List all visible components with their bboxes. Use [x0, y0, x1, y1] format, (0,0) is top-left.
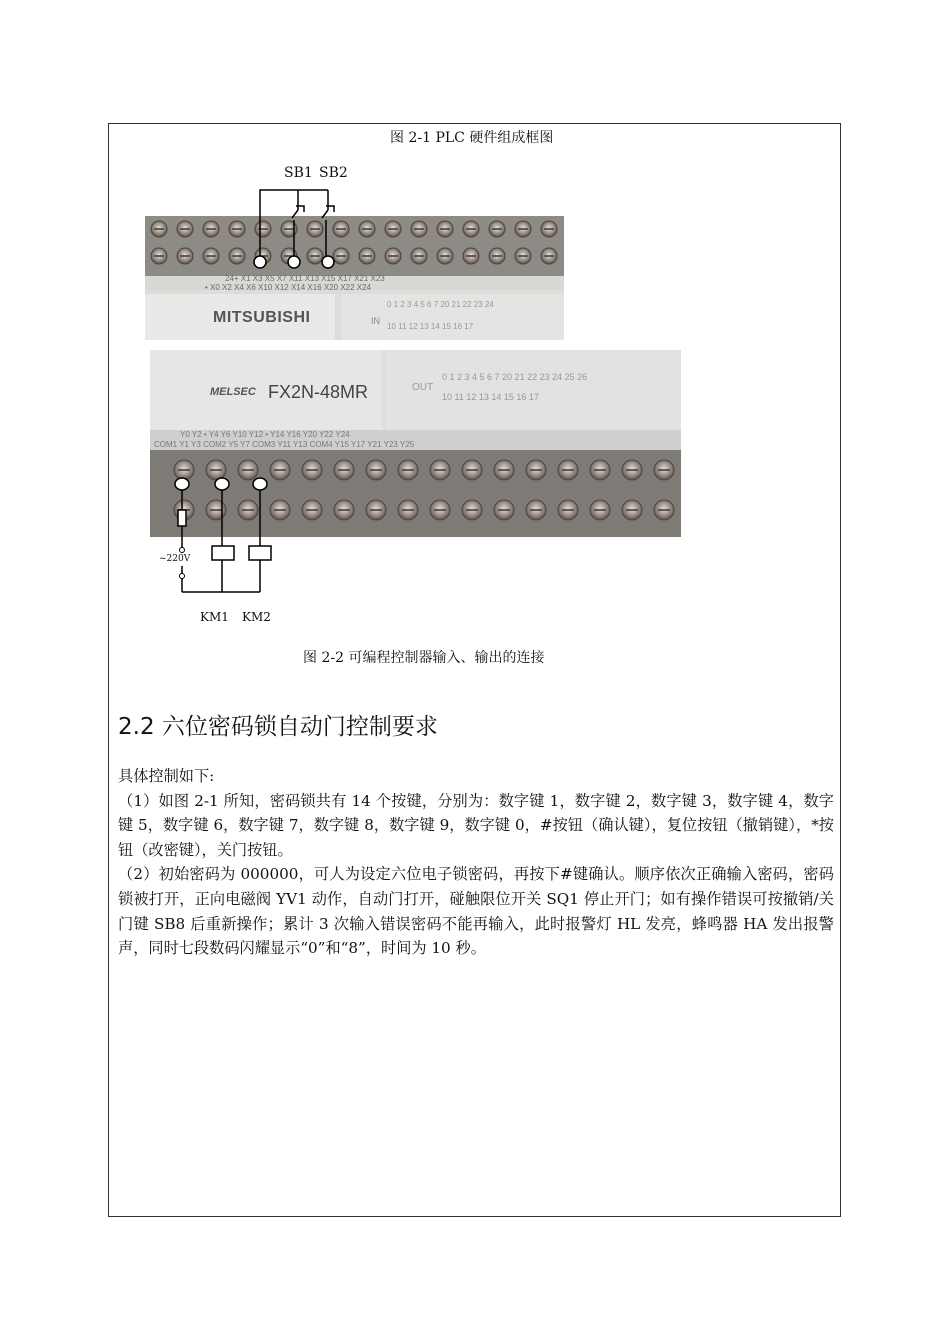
out-indicator-row-1: 0 1 2 3 4 5 6 7 20 21 22 23 24 25 26	[442, 372, 588, 382]
output-wiring	[150, 470, 290, 600]
label-supply: ~220V	[159, 554, 191, 564]
input-row-1: 24+ X1 X3 X5 X7 X11 X13 X15 X17 X21 X23	[225, 274, 385, 283]
output-row-1: Y0 Y2 • Y4 Y6 Y10 Y12 • Y14 Y16 Y20 Y22 Y24	[180, 430, 350, 439]
in-indicator-row-2: 10 11 12 13 14 15 16 17	[387, 322, 474, 331]
figure-1-caption: 图 2-1 PLC 硬件组成框图	[390, 130, 554, 146]
section-body	[118, 764, 834, 961]
paragraph-1: （1）如图 2-1 所知，密码锁共有 14 个按键，分别为：数字键 1，数字键 2，数字键 3，数字键 4，数字键 5，数字键 6，数字键 7，数字键 8，数字键 9，数字键 0，#按钮（确认键），复位按钮（撤销键），*按钮（改密键），关门按钮。	[118, 791, 834, 859]
label-sb2: SB2	[319, 165, 348, 181]
label-km2: KM2	[242, 610, 271, 624]
in-indicator-row-1: 0 1 2 3 4 5 6 7 20 21 22 23 24	[387, 300, 494, 309]
section-heading: 2.2 六位密码锁自动门控制要求	[118, 714, 438, 740]
input-row-2: • X0 X2 X4 X6 X10 X12 X14 X16 X20 X22 X24	[205, 283, 372, 292]
in-label: IN	[371, 316, 380, 326]
out-label: OUT	[412, 382, 434, 393]
input-wiring	[240, 180, 360, 270]
melsec-logo: MELSEC	[210, 386, 256, 398]
label-sb1: SB1	[284, 165, 313, 181]
paragraph-intro: 具体控制如下:	[118, 767, 215, 785]
out-indicator-row-2: 10 11 12 13 14 15 16 17	[442, 392, 539, 402]
model-number: FX2N-48MR	[268, 382, 369, 402]
label-km1: KM1	[200, 610, 229, 624]
brand-logo: MITSUBISHI	[213, 309, 311, 326]
paragraph-2: （2）初始密码为 000000，可人为设定六位电子锁密码，再按下#键确认。顺序依次正确输入密码，密码锁被打开，正向电磁阀 YV1 动作，自动门打开，碰触限位开关 SQ1 停止开门；如有操作错误可按撤销/关门键 SB8 后重新操作；累计 3 次输入错误密码不能再输入，此时报警灯 HL 发亮，蜂鸣器 HA 发出报警声，同时七段数码闪耀显示“0”和“8”，时间为 10 秒。	[118, 865, 834, 958]
figure-2-caption: 图 2-2 可编程控制器输入、输出的连接	[303, 650, 545, 666]
output-row-2: COM1 Y1 Y3 COM2 Y5 Y7 COM3 Y11 Y13 COM4 Y15 Y17 Y21 Y23 Y25	[154, 440, 415, 449]
